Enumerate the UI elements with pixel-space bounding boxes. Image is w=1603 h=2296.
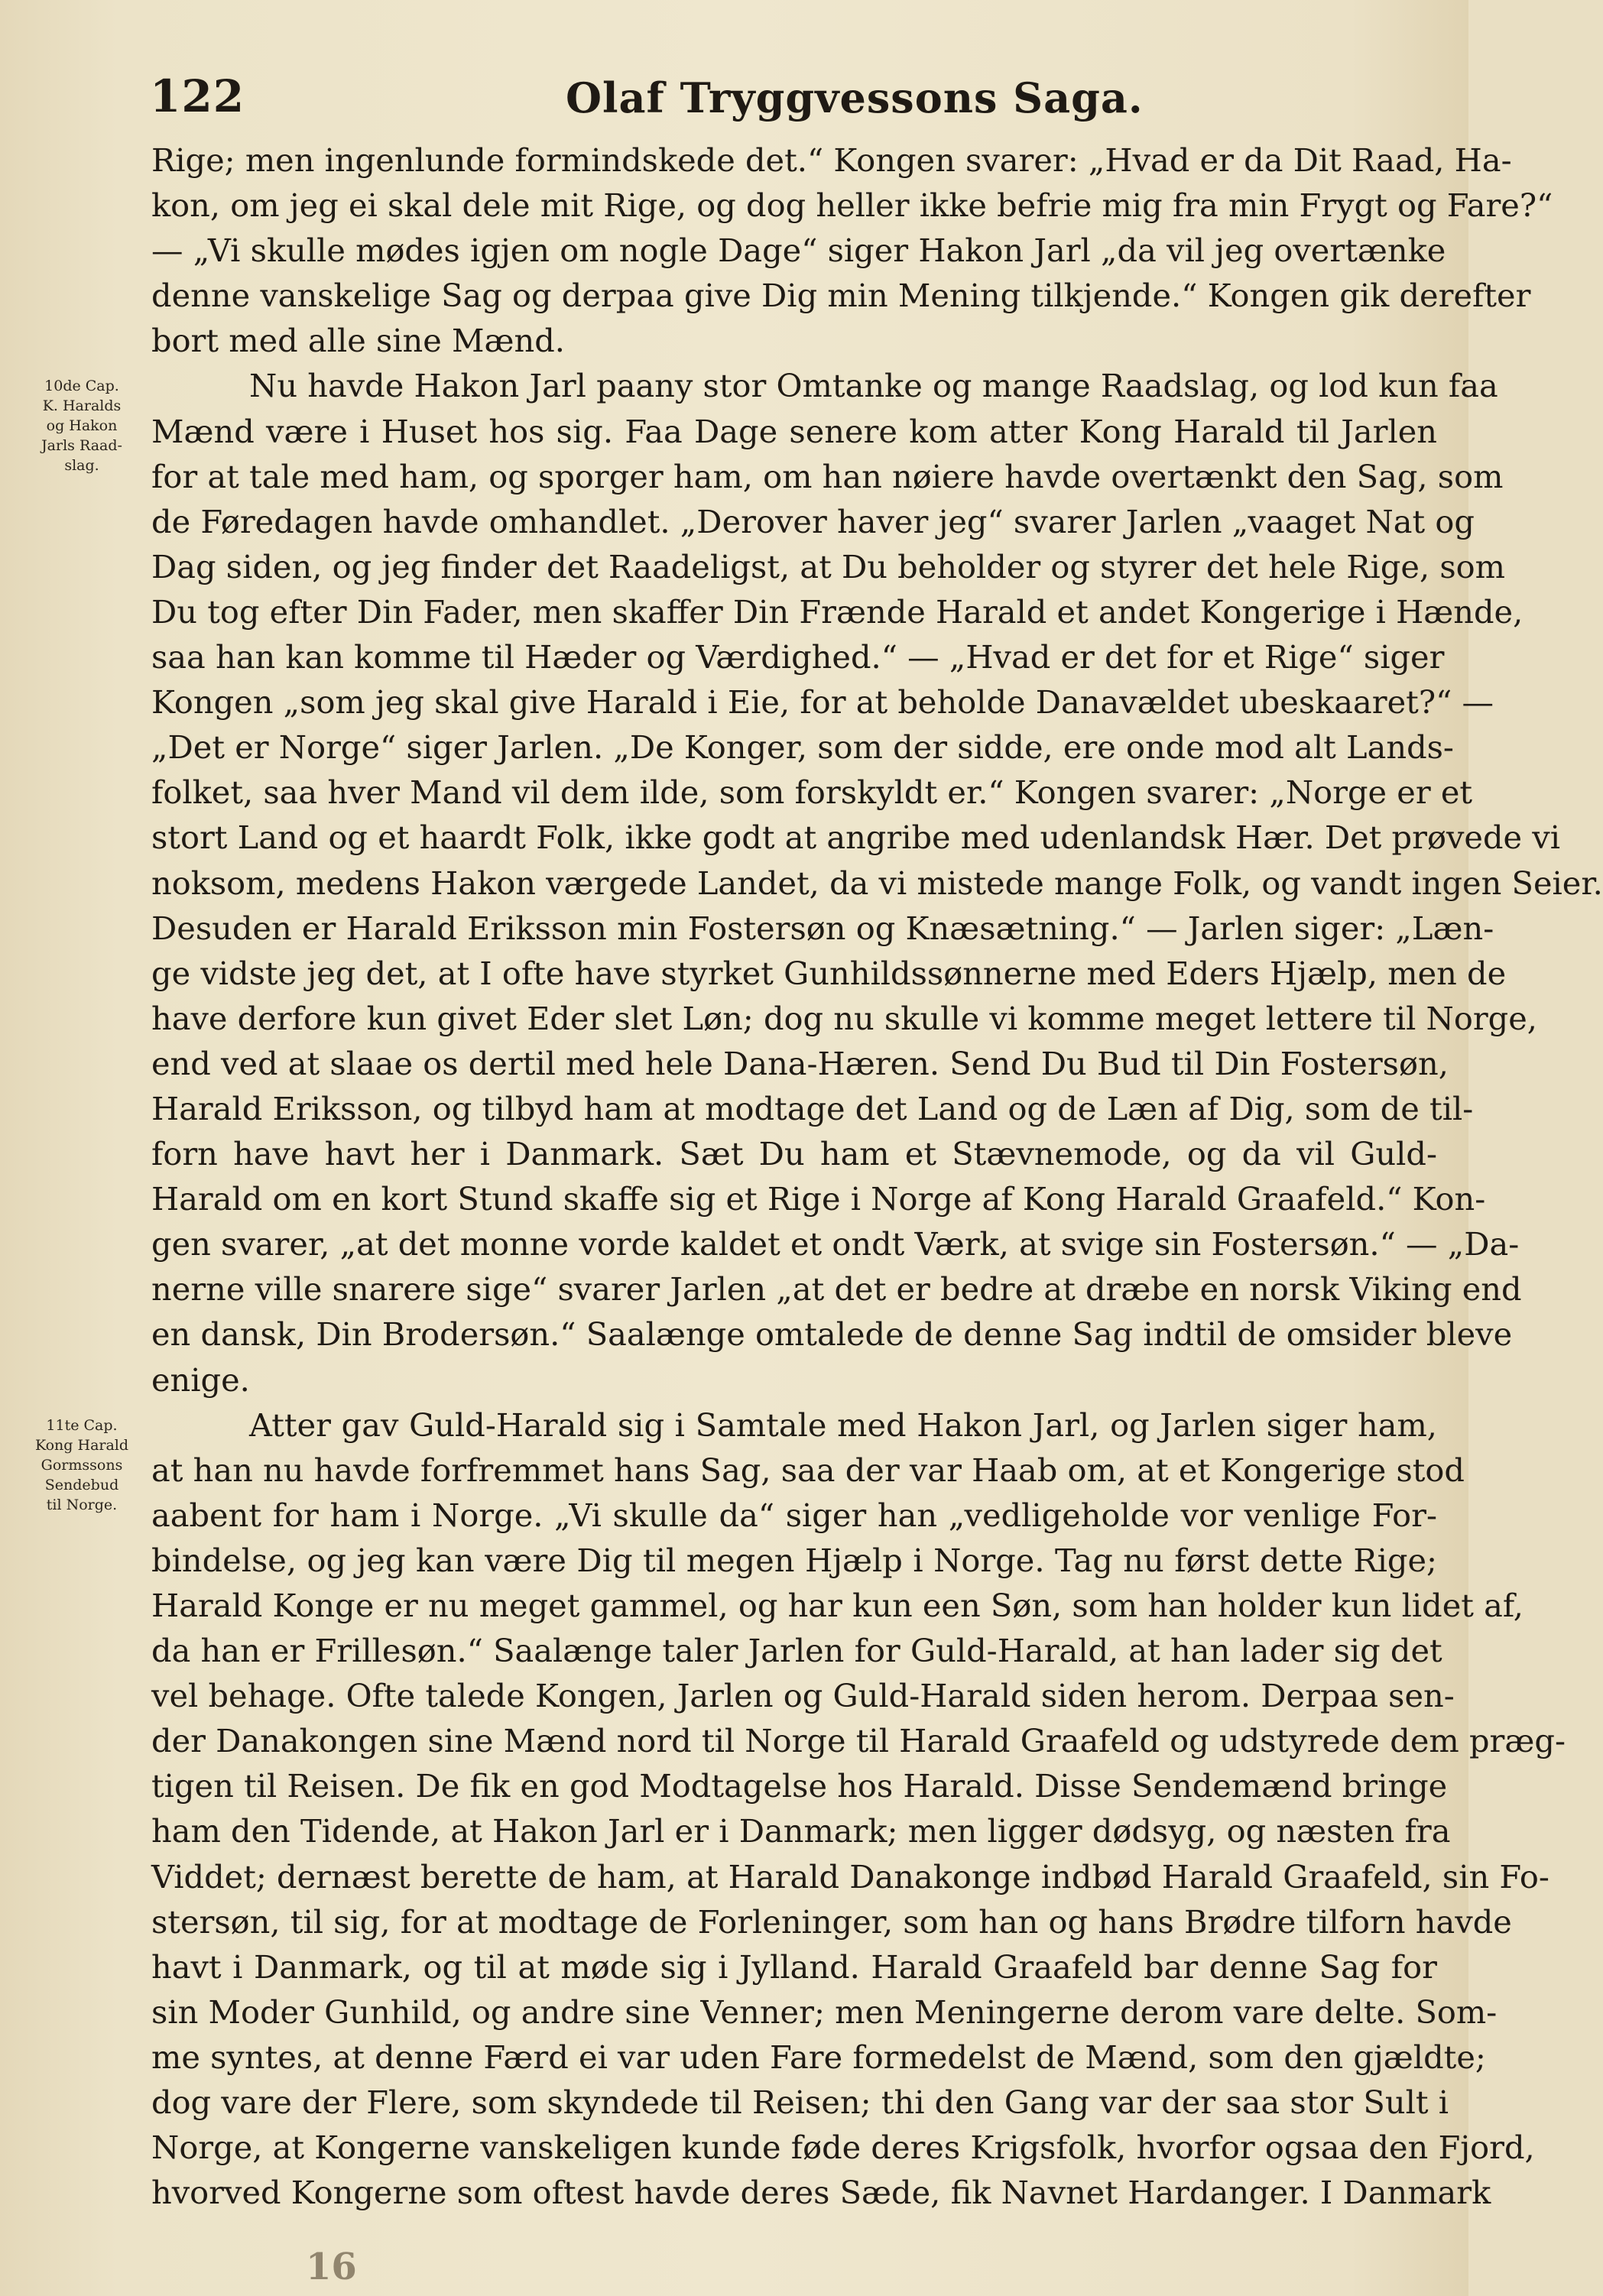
page-number: 122	[150, 70, 245, 122]
text-line: vel behage. Ofte talede Kongen, Jarlen og Guld-Harald siden herom. Derpaa sen-	[151, 1677, 1455, 1715]
text-line: bort med alle sine Mænd.	[151, 322, 565, 360]
text-line: de Føredagen havde omhandlet. „Derover haver jeg“ svarer Jarlen „vaaget Nat og	[151, 502, 1475, 540]
text-line: havt i Danmark, og til at møde sig i Jylland. Harald Graafeld bar denne Sag for	[151, 1947, 1437, 1986]
text-line: Desuden er Harald Eriksson min Fostersøn og Knæsætning.“ — Jarlen siger: „Læn-	[151, 909, 1494, 947]
margin-note-line: slag.	[64, 457, 99, 474]
text-line: sin Moder Gunhild, og andre sine Venner; men Meningerne derom vare delte. Som-	[151, 1993, 1498, 2031]
text-line: saa han kan komme til Hæder og Værdighed.“ — „Hvad er det for et Rige“ siger	[151, 638, 1445, 676]
text-line: — „Vi skulle mødes igjen om nogle Dage“ siger Hakon Jarl „da vil jeg overtænke	[151, 232, 1446, 270]
text-line: enige.	[151, 1360, 250, 1399]
text-line: me syntes, at denne Færd ei var uden Fare formedelst de Mænd, som den gjældte;	[151, 2038, 1486, 2076]
text-line: bindelse, og jeg kan være Dig til megen Hjælp i Norge. Tag nu først dette Rige;	[151, 1541, 1437, 1579]
text-line: Rige; men ingenlunde formindskede det.“ Kongen svarer: „Hvad er da Dit Raad, Ha-	[151, 141, 1512, 179]
margin-note-line: 10de Cap.	[44, 378, 119, 394]
margin-note-chapter-10	[11, 376, 153, 475]
text-line: Viddet; dernæst berette de ham, at Harald Danakonge indbød Harald Graafeld, sin Fo-	[151, 1857, 1549, 1895]
text-line: Kongen „som jeg skal give Harald i Eie, for at beholde Danavældet ubeskaaret?“ —	[151, 683, 1494, 722]
text-line: end ved at slaae os dertil med hele Dana-Hæren. Send Du Bud til Din Fostersøn,	[151, 1044, 1449, 1082]
text-line: „Det er Norge“ siger Jarlen. „De Konger, som der sidde, ere onde mod alt Lands-	[151, 728, 1454, 767]
text-line: stort Land og et haardt Folk, ikke godt at angribe med udenlandsk Hær. Det prøvede vi	[151, 819, 1560, 857]
text-line: Atter gav Guld-Harald sig i Samtale med Hakon Jarl, og Jarlen siger ham,	[249, 1406, 1437, 1444]
text-line: aabent for ham i Norge. „Vi skulle da“ siger han „vedligeholde vor venlige For-	[151, 1496, 1437, 1534]
text-line: Harald om en kort Stund skaffe sig et Rige i Norge af Kong Harald Graafeld.“ Kon-	[151, 1180, 1486, 1218]
text-line: tigen til Reisen. De fik en god Modtagelse hos Harald. Disse Sendemænd bringe	[151, 1767, 1448, 1805]
text-line: at han nu havde forfremmet hans Sag, saa der var Haab om, at et Kongerige stod	[151, 1451, 1465, 1489]
text-line: nerne ville snarere sige“ svarer Jarlen „at det er bedre at dræbe en norsk Viking end	[151, 1270, 1522, 1309]
margin-note-line: Kong Harald	[34, 1437, 129, 1454]
margin-note-line: Sendebud	[44, 1477, 119, 1493]
signature-mark: 16	[306, 2246, 357, 2288]
text-line: have derfore kun givet Eder slet Løn; dog nu skulle vi komme meget lettere til Norge,	[151, 999, 1537, 1037]
text-line: for at tale med ham, og sporger ham, om han nøiere havde overtænkt den Sag, som	[151, 457, 1504, 495]
margin-note-line: til Norge.	[46, 1497, 118, 1513]
margin-note-line: Jarls Raad-	[41, 437, 122, 454]
text-line: Du tog efter Din Fader, men skaffer Din Frænde Harald et andet Kongerige i Hænde,	[151, 592, 1523, 631]
text-line: Harald Eriksson, og tilbyd ham at modtage det Land og de Læn af Dig, som de til-	[151, 1089, 1474, 1127]
text-line: Mænd være i Huset hos sig. Faa Dage senere kom atter Kong Harald til Jarlen	[151, 412, 1437, 450]
text-line: der Danakongen sine Mænd nord til Norge til Harald Graafeld og udstyrede dem præg-	[151, 1722, 1566, 1760]
running-title: Olaf Tryggvessons Saga.	[566, 73, 1144, 122]
text-line: Dag siden, og jeg finder det Raadeligst, at Du beholder og styrer det hele Rige, som	[151, 547, 1505, 585]
margin-note-line: 11te Cap.	[46, 1417, 118, 1434]
text-line: folket, saa hver Mand vil dem ilde, som forskyldt er.“ Kongen svarer: „Norge er et	[151, 773, 1473, 812]
text-line: hvorved Kongerne som oftest havde deres Sæde, fik Navnet Hardanger. I Danmark	[151, 2174, 1491, 2212]
text-line: denne vanskelige Sag og derpaa give Dig min Mening tilkjende.“ Kongen gik derefter	[151, 277, 1531, 315]
margin-note-line: og Hakon	[46, 417, 118, 434]
text-line: stersøn, til sig, for at modtage de Forleninger, som han og hans Brødre tilforn havde	[151, 1902, 1512, 1941]
text-line: Norge, at Kongerne vanskeligen kunde føde deres Krigsfolk, hvorfor ogsaa den Fjord,	[151, 2129, 1535, 2167]
text-line: gen svarer, „at det monne vorde kaldet et ondt Værk, at svige sin Fostersøn.“ — „Da-	[151, 1225, 1520, 1263]
text-line: Harald Konge er nu meget gammel, og har kun een Søn, som han holder kun lidet af,	[151, 1587, 1523, 1624]
text-line: Nu havde Hakon Jarl paany stor Omtanke og mange Raadslag, og lod kun faa	[249, 367, 1498, 405]
margin-note-chapter-11	[11, 1416, 153, 1515]
text-line: da han er Frillesøn.“ Saalænge taler Jarlen for Guld-Harald, at han lader sig det	[151, 1632, 1442, 1670]
text-line: en dansk, Din Brodersøn.“ Saalænge omtalede de denne Sag indtil de omsider bleve	[151, 1315, 1513, 1354]
margin-note-line: Gormssons	[41, 1457, 123, 1474]
text-line: noksom, medens Hakon værgede Landet, da vi mistede mange Folk, og vandt ingen Seier.	[151, 864, 1603, 902]
text-line: kon, om jeg ei skal dele mit Rige, og dog heller ikke befrie mig fra min Frygt og Fare?“	[151, 186, 1553, 225]
text-line: ham den Tidende, at Hakon Jarl er i Danmark; men ligger dødsyg, og næsten fra	[151, 1812, 1451, 1850]
body-text	[151, 138, 1603, 2215]
text-line: forn have havt her i Danmark. Sæt Du ham et Stævnemode, og da vil Guld-	[151, 1135, 1437, 1173]
text-line: ge vidste jeg det, at I ofte have styrket Gunhildssønnerne med Eders Hjælp, men de	[151, 954, 1507, 992]
text-line: dog vare der Flere, som skyndede til Reisen; thi den Gang var der saa stor Sult i	[151, 2084, 1449, 2122]
margin-note-line: K. Haralds	[42, 397, 122, 414]
